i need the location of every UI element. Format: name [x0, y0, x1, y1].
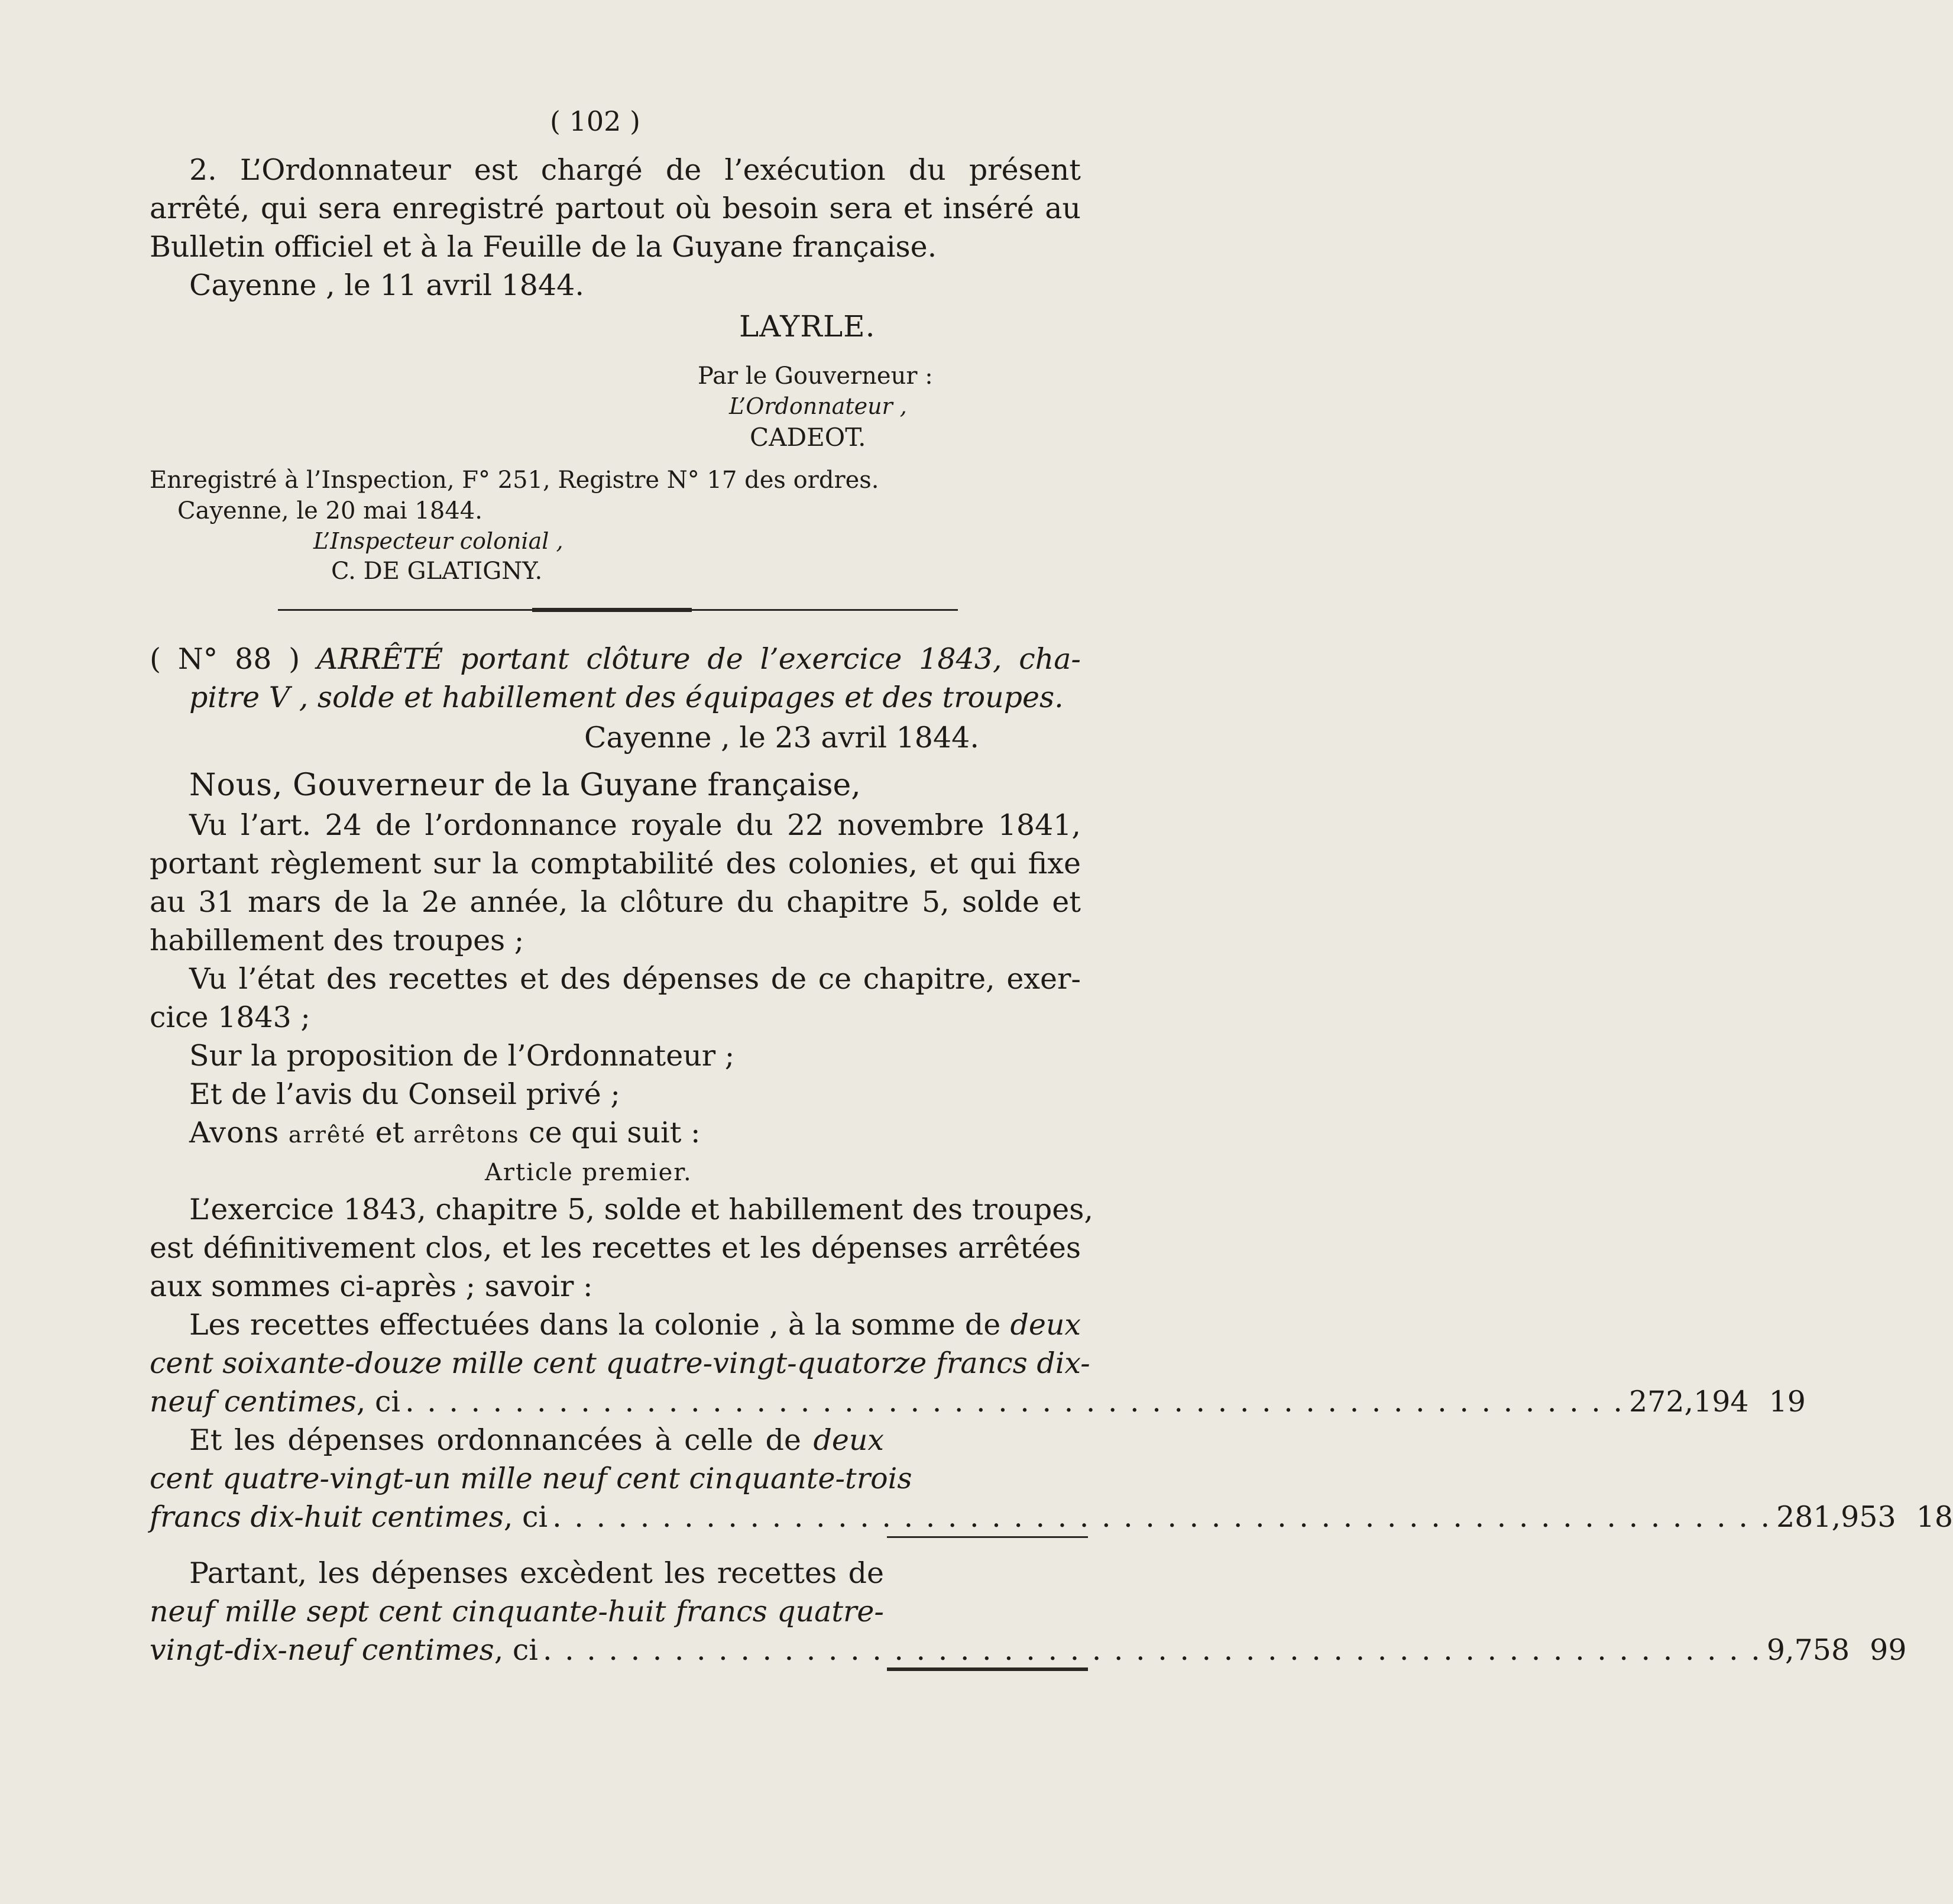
inspector-signature: C. DE GLATIGNY. [331, 558, 543, 585]
article2-line-3: Bulletin officiel et à la Feuille de la Guyane française. [150, 230, 937, 264]
total-rule [887, 1667, 1088, 1671]
receipts-text: Les recettes effectuées dans la colonie , à la somme de [189, 1308, 1001, 1342]
registration-line: Enregistré à l’Inspection, F° 251, Registre N° 17 des ordres. [150, 467, 879, 494]
receipts-francs: 272,194 [1628, 1385, 1749, 1419]
article-line-2: est définitivement clos, et les recettes et les dépenses arrêtées [150, 1231, 1081, 1265]
place-date: Cayenne , le 11 avril 1844. [189, 268, 584, 302]
decree-number: ( N° 88 ) [150, 642, 300, 676]
by-governor: Par le Gouverneur : [698, 362, 933, 390]
decree-title-line-1 [150, 642, 1081, 677]
preamble-nous [189, 768, 861, 803]
expenses-leader-dots: . . . . . . . . . . . . . . . . . . . . . . . . . . . . . . . . . . . . . . . . . . . . . . . . . . . . . . . . [552, 1500, 1772, 1534]
receipts-ci: , ci [356, 1385, 401, 1419]
expenses-amount-start: deux [813, 1423, 885, 1457]
section-divider-thick [532, 608, 692, 612]
expenses-line-3 [150, 1500, 1953, 1535]
arretons-word: arrêtons [413, 1122, 520, 1148]
nous-word: Nous, [189, 768, 283, 803]
receipts-line-1 [189, 1307, 1081, 1343]
balance-ci: , ci [494, 1633, 538, 1667]
article2-line-2: arrêté, qui sera enregistré partout où besoin sera et inséré au [150, 192, 1081, 225]
decree-title-text: ARRÊTÉ portant clôture de l’exercice 1843, cha- [317, 642, 1081, 676]
expenses-line-2: cent quatre-vingt-un mille neuf cent cinquante-trois [150, 1462, 912, 1495]
vu-etat-line-2: cice 1843 ; [150, 1000, 310, 1034]
vu-art-line-4: habillement des troupes ; [150, 924, 524, 957]
receipts-leader-dots: . . . . . . . . . . . . . . . . . . . . . . . . . . . . . . . . . . . . . . . . . . . . . . . . . . . . . . . . [405, 1385, 1624, 1419]
receipts-amount [1629, 1384, 1806, 1420]
ordonnateur-signature: CADEOT. [750, 423, 866, 452]
decree-date: Cayenne , le 23 avril 1844. [584, 721, 979, 755]
balance-francs: 9,758 [1766, 1633, 1850, 1667]
arrete-word: arrêté [288, 1122, 367, 1148]
article-line-1: L’exercice 1843, chapitre 5, solde et habillement des troupes, [189, 1193, 1093, 1226]
balance-amount-end: vingt-dix-neuf centimes [150, 1633, 494, 1667]
balance-line-1: Partant, les dépenses excèdent les recettes de [189, 1556, 884, 1590]
balance-line-3 [150, 1633, 1907, 1668]
receipts-line-3 [150, 1384, 1806, 1420]
sum-rule [887, 1536, 1088, 1538]
balance-amount [1767, 1633, 1907, 1668]
expenses-centimes: 18 [1916, 1500, 1953, 1534]
vu-art-line-1: Vu l’art. 24 de l’ordonnance royale du 22 novembre 1841, [189, 808, 1081, 842]
proposition-line: Sur la proposition de l’Ordonnateur ; [189, 1039, 735, 1073]
expenses-francs: 281,953 [1776, 1500, 1896, 1534]
avons-word: Avons [189, 1116, 280, 1149]
ce-qui-suit: ce qui suit : [529, 1116, 701, 1149]
vu-art-line-2: portant règlement sur la comptabilité des colonies, et qui fixe [150, 847, 1081, 880]
registration-date: Cayenne, le 20 mai 1844. [177, 497, 482, 524]
governor-signature: LAYRLE. [739, 309, 876, 344]
et-word: et [375, 1116, 404, 1149]
receipts-line-2: cent soixante-douze mille cent quatre-vingt-quatorze francs dix- [150, 1346, 1090, 1380]
receipts-amount-start: deux [1010, 1308, 1081, 1342]
decree-title-line-2: pitre V , solde et habillement des équipages et des troupes. [189, 681, 1064, 714]
balance-line-2: neuf mille sept cent cinquante-huit francs quatre- [150, 1595, 884, 1628]
gouverneur-word: Gouverneur [293, 768, 485, 803]
guyane-text: de la Guyane française, [494, 768, 861, 803]
avis-line: Et de l’avis du Conseil privé ; [189, 1077, 620, 1111]
inspector-title: L’Inspecteur colonial , [313, 528, 563, 554]
balance-centimes: 99 [1870, 1633, 1907, 1667]
article-heading: Article premier. [485, 1159, 692, 1186]
article-line-3: aux sommes ci-après ; savoir : [150, 1270, 593, 1303]
expenses-ci: , ci [503, 1500, 548, 1534]
expenses-amount [1776, 1500, 1953, 1535]
balance-leader-dots: . . . . . . . . . . . . . . . . . . . . . . . . . . . . . . . . . . . . . . . . . . . . . . . . . . . . . . . . [542, 1633, 1762, 1667]
vu-etat-line-1: Vu l’état des recettes et des dépenses de ce chapitre, exer- [189, 962, 1081, 996]
avons-line [189, 1115, 701, 1152]
expenses-text: Et les dépenses ordonnancées à celle de [189, 1423, 801, 1457]
vu-art-line-3: au 31 mars de la 2e année, la clôture du chapitre 5, solde et [150, 885, 1081, 919]
receipts-amount-end: neuf centimes [150, 1385, 357, 1419]
ordonnateur-title: L’Ordonnateur , [729, 393, 907, 419]
receipts-centimes: 19 [1769, 1385, 1806, 1419]
expenses-line-1 [189, 1423, 884, 1458]
article2-line-1: 2. L’Ordonnateur est chargé de l’exécution du présent [189, 153, 1081, 187]
page-number: ( 102 ) [550, 105, 640, 137]
expenses-amount-end: francs dix-huit centimes [150, 1500, 504, 1534]
